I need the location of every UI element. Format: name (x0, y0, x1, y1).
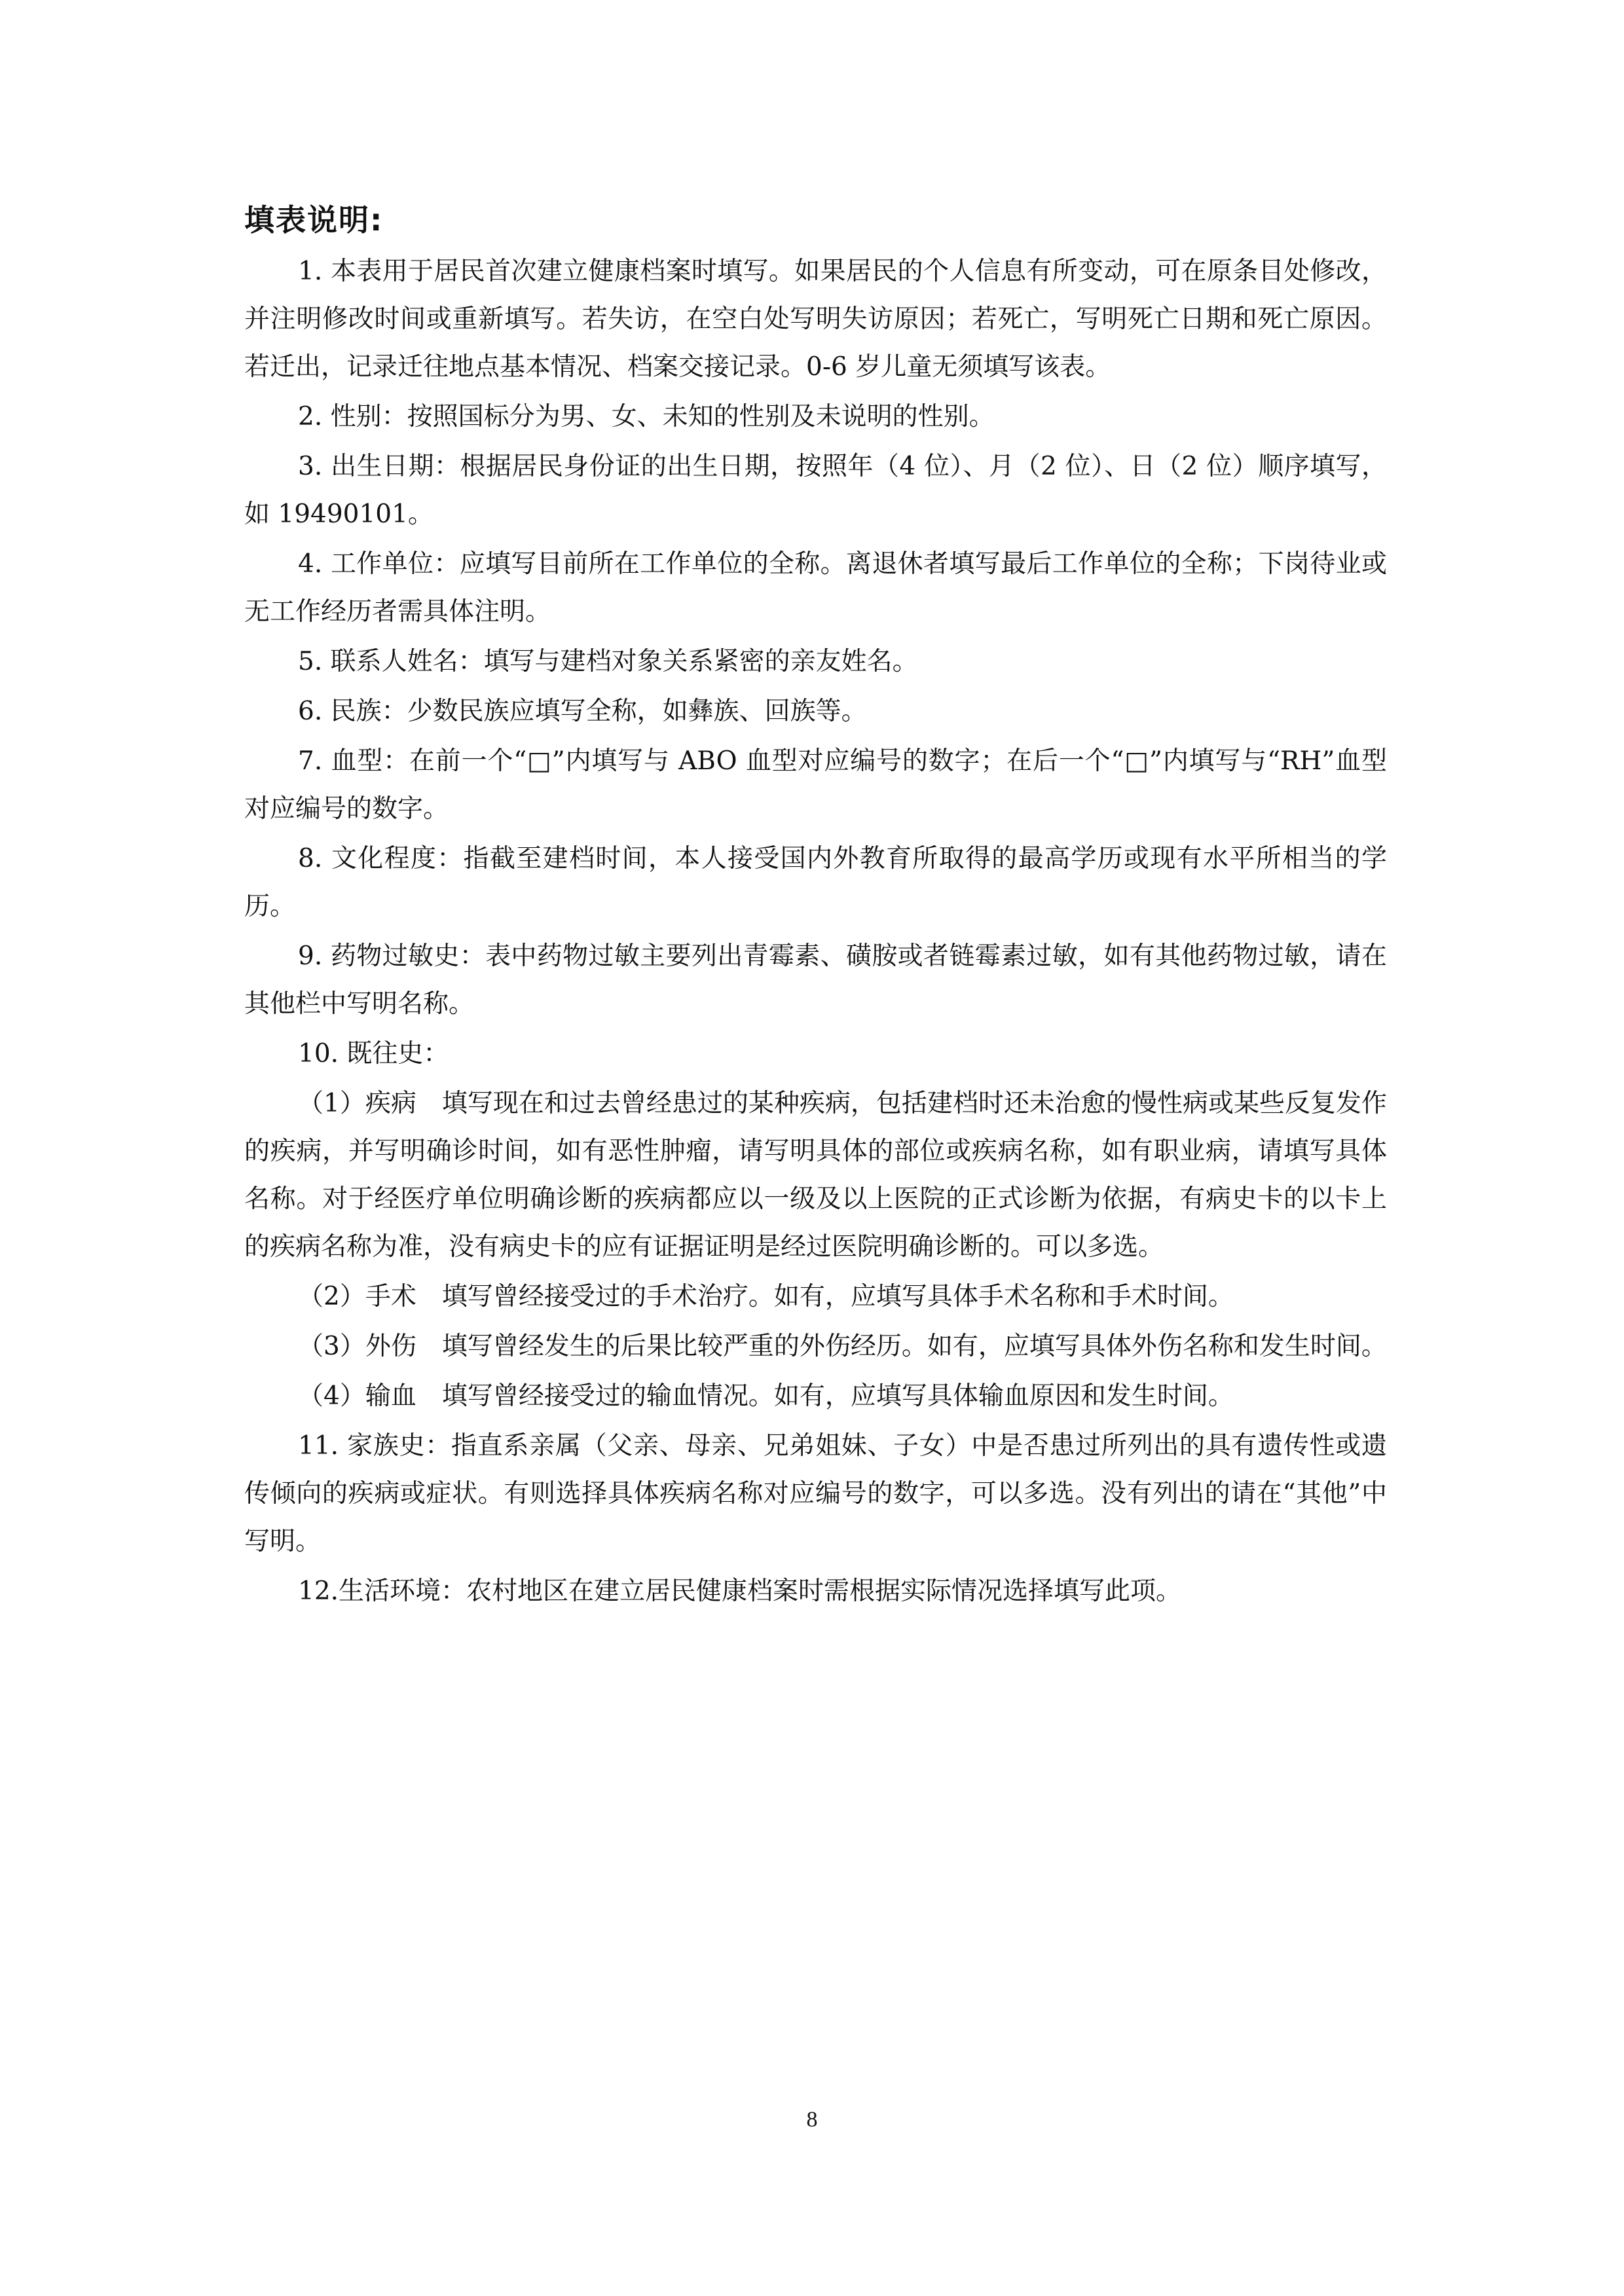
instruction-paragraph-10: 10. 既往史： (298, 1039, 449, 1068)
page-number: 8 (806, 2107, 818, 2132)
document-body (244, 196, 1387, 1617)
instruction-subparagraph-disease: （1）疾病 填写现在和过去曾经患过的某种疾病，包括建档时还未治愈的慢性病或某些反复发作的疾病，并写明确诊时间，如有恶性肿瘤，请写明具体的部位或疾病名称，如有职业病，请填写具体名称。对于经医疗单位明确诊断的疾病都应以一级及以上医院的正式诊断为依据，有病史卡的以卡上的疾病名称为准，没有病史卡的应有证据证明是经过医院明确诊断的。可以多选。 (244, 1089, 1387, 1262)
document-title: 填表说明: (244, 202, 384, 238)
instruction-paragraph-9: 9. 药物过敏史：表中药物过敏主要列出青霉素、磺胺或者链霉素过敏，如有其他药物过敏，请在其他栏中写明名称。 (244, 941, 1387, 1019)
instruction-paragraph-7: 7. 血型：在前一个“□”内填写与 ABO 血型对应编号的数字；在后一个“□”内填写与“RH”血型对应编号的数字。 (244, 746, 1387, 824)
instruction-paragraph-11: 11. 家族史：指直系亲属（父亲、母亲、兄弟姐妹、子女）中是否患过所列出的具有遗传性或遗传倾向的疾病或症状。有则选择具体疾病名称对应编号的数字，可以多选。没有列出的请在“其他”中写明。 (244, 1431, 1387, 1556)
instruction-subparagraph-surgery: （2）手术 填写曾经接受过的手术治疗。如有，应填写具体手术名称和手术时间。 (298, 1282, 1234, 1311)
instruction-paragraph-1: 1. 本表用于居民首次建立健康档案时填写。如果居民的个人信息有所变动，可在原条目处修改，并注明修改时间或重新填写。若失访，在空白处写明失访原因；若死亡，写明死亡日期和死亡原因。若迁出，记录迁往地点基本情况、档案交接记录。0-6 岁儿童无须填写该表。 (244, 257, 1387, 382)
instruction-paragraph-4: 4. 工作单位：应填写目前所在工作单位的全称。离退休者填写最后工作单位的全称；下岗待业或无工作经历者需具体注明。 (244, 549, 1387, 627)
instruction-paragraph-12: 12.生活环境：农村地区在建立居民健康档案时需根据实际情况选择填写此项。 (298, 1576, 1182, 1606)
instruction-paragraph-2: 2. 性别：按照国标分为男、女、未知的性别及未说明的性别。 (298, 402, 995, 431)
instruction-subparagraph-injury: （3）外伤 填写曾经发生的后果比较严重的外伤经历。如有，应填写具体外伤名称和发生时间。 (298, 1332, 1387, 1361)
instruction-paragraph-5: 5. 联系人姓名：填写与建档对象关系紧密的亲友姓名。 (298, 647, 918, 676)
instruction-paragraph-8: 8. 文化程度：指截至建档时间，本人接受国内外教育所取得的最高学历或现有水平所相当的学历。 (244, 844, 1387, 921)
instruction-subparagraph-transfusion: （4）输血 填写曾经接受过的输血情况。如有，应填写具体输血原因和发生时间。 (298, 1381, 1234, 1411)
instruction-paragraph-3: 3. 出生日期：根据居民身份证的出生日期，按照年（4 位）、月（2 位）、日（2 位）顺序填写，如 19490101。 (244, 452, 1387, 529)
instruction-paragraph-6: 6. 民族：少数民族应填写全称，如彝族、回族等。 (298, 697, 867, 726)
